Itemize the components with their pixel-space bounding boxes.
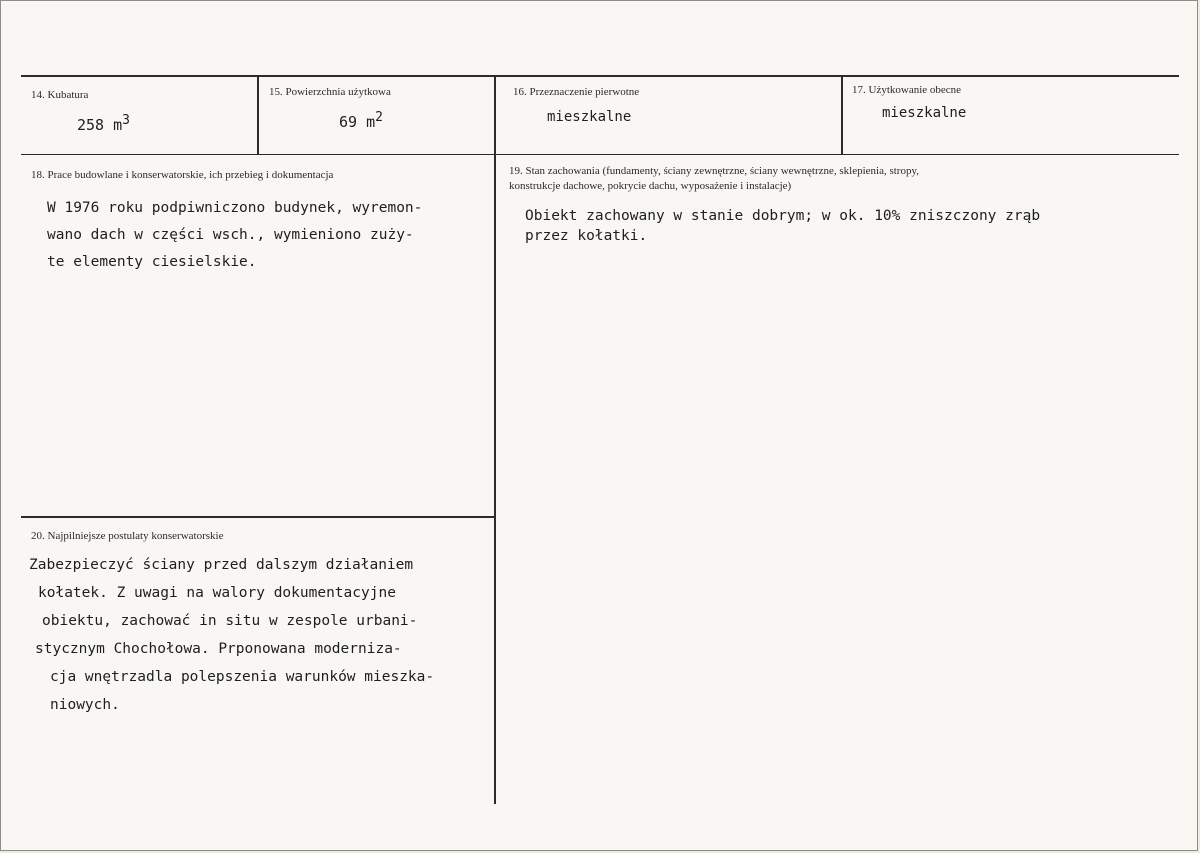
postulaty-text <box>29 551 434 719</box>
przeznaczenie-label: 16. Przeznaczenie pierwotne <box>513 86 640 98</box>
postulaty-line: niowych. <box>50 697 120 713</box>
column-divider-3 <box>841 76 843 154</box>
header-row-divider <box>21 154 1179 155</box>
przeznaczenie-value: mieszkalne <box>547 109 632 125</box>
prace-text <box>47 195 422 276</box>
postulaty-line: Zabezpieczyć ściany przed dalszym działaniem <box>29 557 414 573</box>
kubatura-number: 258 m <box>77 116 123 134</box>
postulaty-line: obiektu, zachować in situ w zespole urbani- <box>42 613 418 629</box>
kubatura-unit-exponent: 3 <box>122 113 130 128</box>
stan-label <box>509 164 919 194</box>
stan-label-line: konstrukcje dachowe, pokrycie dachu, wyposażenie i instalacje) <box>509 180 792 192</box>
column-divider-1 <box>257 76 259 154</box>
powierzchnia-unit-exponent: 2 <box>375 110 383 125</box>
prace-label: 18. Prace budowlane i konserwatorskie, ich przebieg i dokumentacja <box>31 169 334 181</box>
uzytkowanie-value: mieszkalne <box>882 105 967 121</box>
kubatura-label: 14. Kubatura <box>31 89 89 101</box>
postulaty-line: cja wnętrzadla polepszenia warunków mieszka- <box>50 669 435 685</box>
postulaty-label: 20. Najpilniejsze postulaty konserwatorskie <box>31 530 224 542</box>
powierzchnia-label: 15. Powierzchnia użytkowa <box>269 86 391 98</box>
postulaty-line: stycznym Chochołowa. Prponowana moderniza- <box>35 641 402 657</box>
prace-line: te elementy ciesielskie. <box>47 254 257 270</box>
powierzchnia-value <box>339 110 383 131</box>
stan-label-line: 19. Stan zachowania (fundamenty, ściany zewnętrzne, ściany wewnętrzne, sklepienia, stropy, <box>509 165 920 177</box>
prace-line: W 1976 roku podpiwniczono budynek, wyremon- <box>47 200 423 216</box>
top-border-line <box>21 75 1179 77</box>
uzytkowanie-label: 17. Użytkowanie obecne <box>852 84 962 96</box>
stan-text <box>525 206 1040 246</box>
powierzchnia-number: 69 m <box>339 113 376 131</box>
kubatura-value <box>77 113 130 134</box>
stan-line: przez kołatki. <box>525 228 648 244</box>
postulaty-line: kołatek. Z uwagi na walory dokumentacyjne <box>38 585 396 601</box>
column-divider-2 <box>494 76 496 804</box>
prace-line: wano dach w części wsch., wymieniono zuży- <box>47 227 414 243</box>
stan-line: Obiekt zachowany w stanie dobrym; w ok. 10% zniszczony zrąb <box>525 208 1041 224</box>
left-section-divider <box>21 516 495 518</box>
